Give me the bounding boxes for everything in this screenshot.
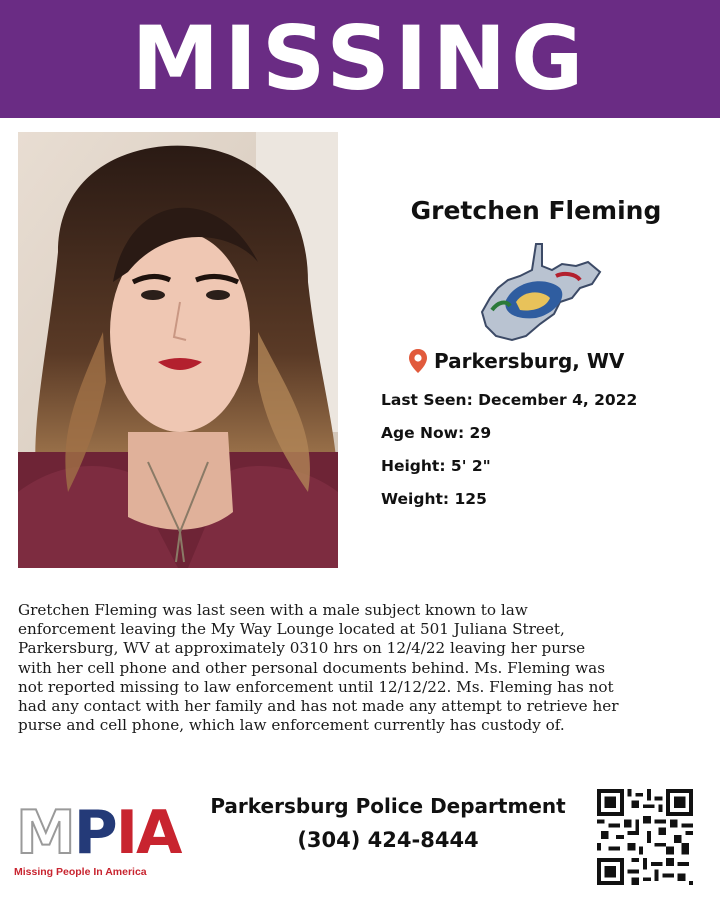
west-virginia-map-icon bbox=[476, 240, 606, 348]
mpia-logo bbox=[14, 798, 194, 884]
location-pin-icon bbox=[408, 348, 428, 374]
description-line: had any contact with her family and has not made any attempt to retrieve her bbox=[18, 697, 619, 716]
qr-code-icon bbox=[597, 789, 693, 885]
missing-person-photo bbox=[18, 132, 338, 568]
description-line: not reported missing to law enforcement until 12/12/22. Ms. Fleming has not bbox=[18, 677, 614, 696]
department-name: Parkersburg Police Department bbox=[210, 794, 566, 818]
logo-tagline: Missing People In America bbox=[14, 866, 147, 878]
description-line: Gretchen Fleming was last seen with a male subject known to law bbox=[18, 601, 528, 619]
location-line bbox=[408, 348, 624, 374]
description-line: Parkersburg, WV at approximately 0310 hrs on 12/4/22 leaving her purse bbox=[18, 639, 586, 658]
case-description bbox=[18, 601, 708, 735]
weight: Weight: 125 bbox=[381, 490, 487, 508]
location-text: Parkersburg, WV bbox=[434, 349, 625, 373]
description-line: enforcement leaving the My Way Lounge located at 501 Juliana Street, bbox=[18, 620, 565, 639]
logo-letters: MPIA bbox=[16, 798, 181, 868]
missing-banner bbox=[0, 0, 720, 118]
description-line: with her cell phone and other personal documents behind. Ms. Fleming was bbox=[18, 658, 606, 677]
person-name: Gretchen Fleming bbox=[410, 196, 662, 225]
contact-block bbox=[188, 790, 588, 856]
phone-number: (304) 424-8444 bbox=[297, 828, 479, 852]
facts-list bbox=[381, 388, 637, 520]
last-seen: Last Seen: December 4, 2022 bbox=[381, 391, 638, 409]
height: Height: 5' 2" bbox=[381, 457, 491, 475]
banner-title: MISSING bbox=[131, 7, 589, 110]
age-now: Age Now: 29 bbox=[381, 424, 492, 442]
description-line: purse and cell phone, which law enforcement currently has custody of. bbox=[18, 716, 565, 735]
